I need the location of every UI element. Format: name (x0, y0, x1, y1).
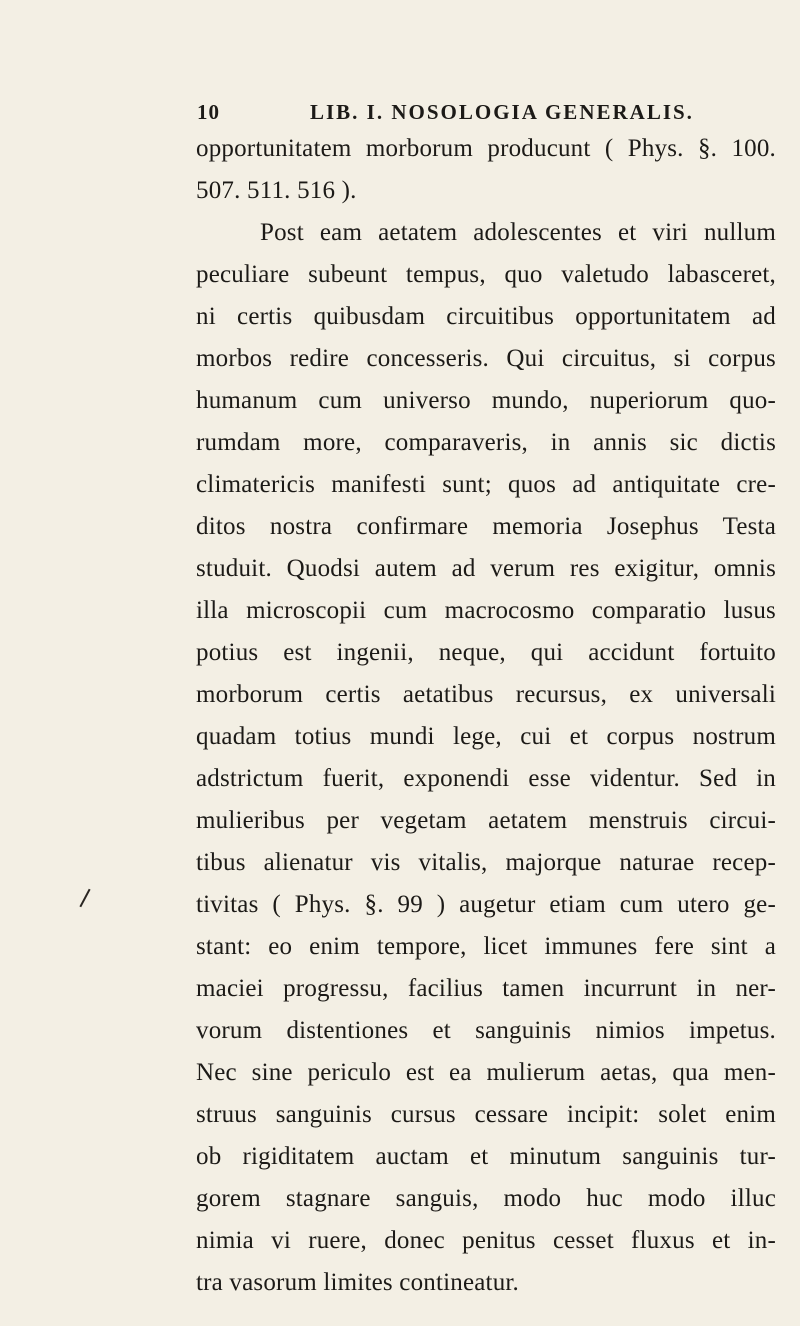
text-line: Nec sine periculo est ea mulierum aetas, qua men- (196, 1059, 776, 1086)
body-text (196, 128, 776, 1304)
text-line: morborum certis aetatibus recursus, ex universali (196, 681, 776, 708)
text-line: opportunitatem morborum producunt ( Phys. §. 100. (196, 135, 776, 162)
text-line: peculiare subeunt tempus, quo valetudo labasceret, (196, 261, 776, 288)
text-line: adstrictum fuerit, exponendi esse videntur. Sed in (196, 765, 776, 792)
text-line: rumdam more, comparaveris, in annis sic dictis (196, 429, 776, 456)
page-number: 10 (197, 100, 220, 124)
text-line: humanum cum universo mundo, nuperiorum quo- (196, 387, 776, 414)
text-line: vorum distentiones et sanguinis nimios impetus. (196, 1017, 776, 1044)
text-line: mulieribus per vegetam aetatem menstruis circui- (196, 807, 776, 834)
text-line: morbos redire concesseris. Qui circuitus, si corpus (196, 345, 776, 372)
text-line: ob rigiditatem auctam et minutum sanguinis tur- (196, 1143, 776, 1170)
margin-pencil-mark (79, 889, 90, 908)
text-line: tibus alienatur vis vitalis, majorque naturae recep- (196, 849, 776, 876)
text-line: maciei progressu, facilius tamen incurrunt in ner- (196, 975, 776, 1002)
text-line: stant: eo enim tempore, licet immunes fere sint a (196, 933, 776, 960)
running-head: LIB. I. NOSOLOGIA GENERALIS. (310, 100, 694, 124)
text-line: potius est ingenii, neque, qui accidunt fortuito (196, 639, 776, 666)
text-line: illa microscopii cum macrocosmo comparatio lusus (196, 597, 776, 624)
text-line: climatericis manifesti sunt; quos ad antiquitate cre- (196, 471, 776, 498)
text-line: ni certis quibusdam circuitibus opportunitatem ad (196, 303, 776, 330)
text-line: tivitas ( Phys. §. 99 ) augetur etiam cum utero ge- (196, 891, 776, 918)
text-line: quadam totius mundi lege, cui et corpus nostrum (196, 723, 776, 750)
text-line: nimia vi ruere, donec penitus cesset fluxus et in- (196, 1227, 776, 1254)
text-line: gorem stagnare sanguis, modo huc modo illuc (196, 1185, 776, 1212)
paragraph-start-line: Post eam aetatem adolescentes et viri nullum (260, 219, 776, 246)
text-line: tra vasorum limites contineatur. (196, 1269, 519, 1296)
text-line: 507. 511. 516 ). (196, 177, 357, 204)
text-line: ditos nostra confirmare memoria Josephus Testa (196, 513, 776, 540)
text-line: studuit. Quodsi autem ad verum res exigitur, omnis (196, 555, 776, 582)
page-header (197, 100, 797, 130)
text-line: struus sanguinis cursus cessare incipit: solet enim (196, 1101, 776, 1128)
